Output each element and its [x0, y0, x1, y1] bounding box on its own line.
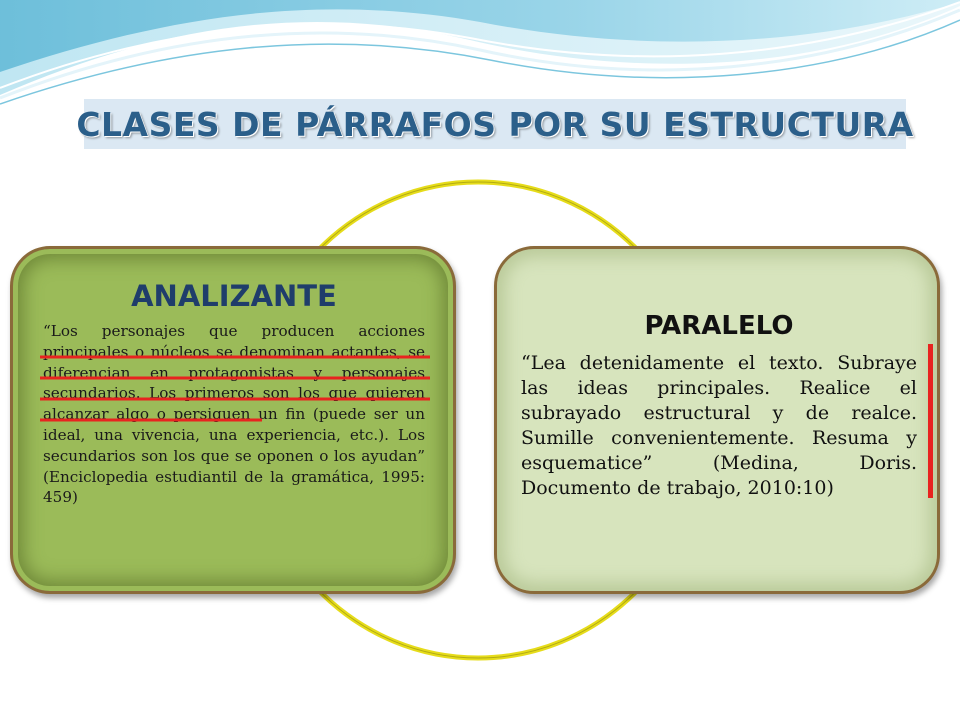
- analizante-rest-text: . Los primeros son los que quieren alcanzar algo o persiguen un fin (puede ser un ideal, una vivencia, una experiencia, etc.). Los secundarios son los que se oponen o los ayudan” (Enciclopedia estudiantil de la gramática, 1995: 459): [43, 384, 425, 507]
- red-margin-mark: [928, 344, 933, 498]
- analizante-heading: ANALIZANTE: [131, 279, 337, 313]
- page-title: CLASES DE PÁRRAFOS POR SU ESTRUCTURA: [76, 104, 914, 144]
- paralelo-text: “Lea detenidamente el texto. Subraye las ideas principales. Realice el subrayado estructural y de realce. Sumille convenientemente. Resuma y esquematice” (Medina, Doris. Documento de trabajo, 2010:10): [521, 352, 917, 499]
- top-wave-decoration: [0, 0, 960, 104]
- analizante-underlined-text: “Los personajes que producen acciones principales o núcleos se denominan actantes, se diferencian en protagonistas y personajes secundarios: [43, 322, 425, 403]
- analizante-box: [10, 246, 456, 594]
- paralelo-heading: PARALELO: [644, 311, 794, 341]
- analizante-text: [43, 321, 425, 508]
- paralelo-box: [494, 246, 940, 594]
- title-banner: [76, 99, 914, 149]
